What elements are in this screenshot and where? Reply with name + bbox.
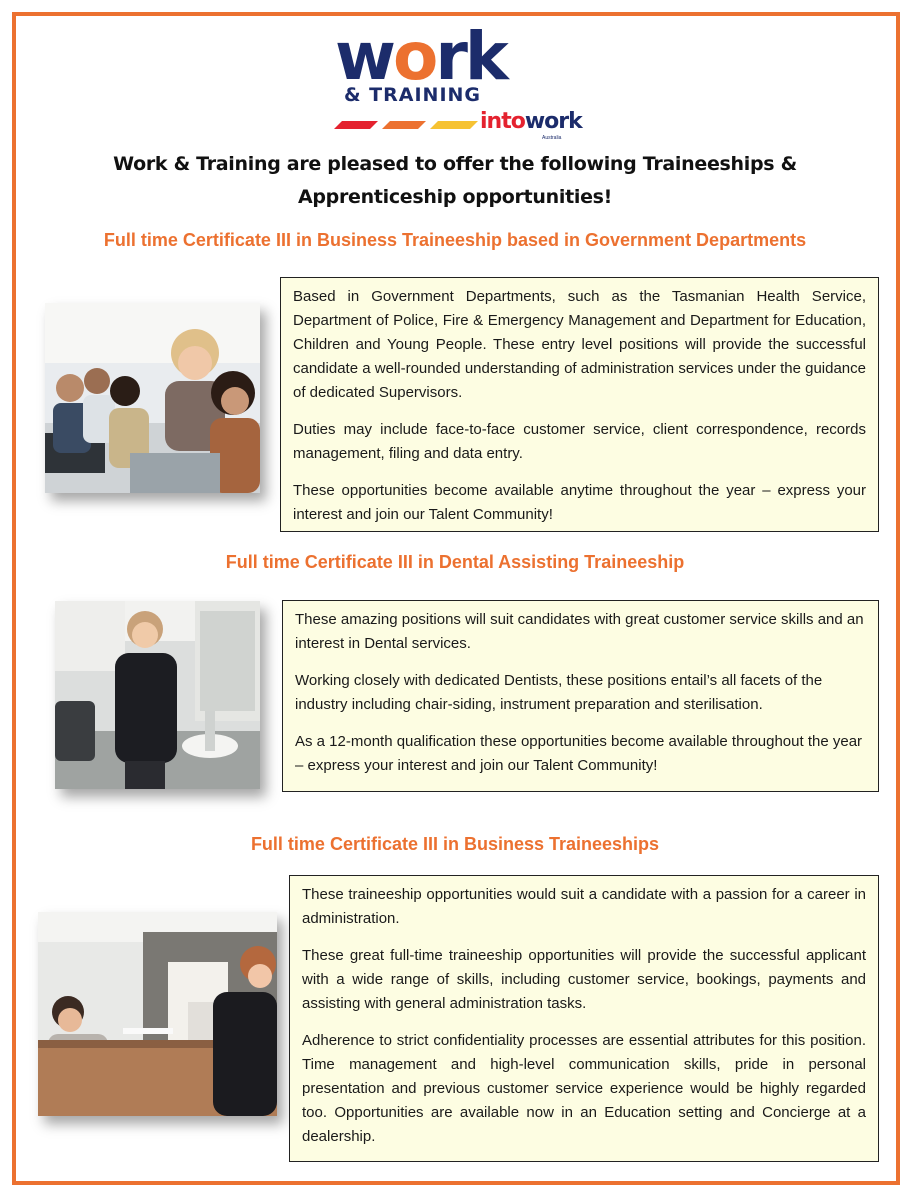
office-training-photo [45, 303, 260, 493]
dental-assistant-photo [55, 601, 260, 789]
headline-line-2: Apprenticeship opportunities! [297, 186, 613, 208]
section-2-paragraph-2: Working closely with dedicated Dentists, these positions entail’s all facets of the industry including chair-siding, instrument preparation and sterilisation. [295, 672, 823, 713]
section-1-title: Full time Certificate III in Business Traineeship based in Government Departments [103, 230, 807, 250]
work-and-training-logo [330, 18, 590, 144]
logo-stripes-graphic [332, 120, 482, 130]
section-2-text-box [282, 600, 879, 792]
section-1-paragraph-2: Duties may include face-to-face customer service, client correspondence, records management, filing and data entry. [293, 421, 866, 462]
reception-desk-photo [38, 912, 277, 1116]
section-1-text-box [280, 277, 879, 532]
section-3-paragraph-1: These traineeship opportunities would suit a candidate with a passion for a career in administration. [302, 886, 866, 927]
logo-training-text: & TRAINING [344, 84, 482, 106]
section-2-paragraph-3: As a 12-month qualification these opportunities become available throughout the year – express your interest and join our Talent Community! [295, 733, 863, 774]
intowork-logo-text: intowork [480, 109, 582, 134]
intowork-logo-subtext: Australia [542, 135, 562, 141]
section-2-paragraph-1: These amazing positions will suit candidates with great customer service skills and an interest in Dental services. [295, 611, 864, 652]
section-3-paragraph-3: Adherence to strict confidentiality processes are essential attributes for this position. Time management and high-level communication skills, pride in personal presentation and previous customer service experience would be highly regarded too. Opportunities are available now in an Education setting and Concierge at a dealership. [302, 1032, 866, 1145]
headline-line-1: Work & Training are pleased to offer the following Traineeships & [113, 153, 797, 175]
logo-work-wordmark: work [335, 18, 506, 95]
section-2-title: Full time Certificate III in Dental Assisting Traineeship [225, 552, 685, 572]
page-headline [60, 148, 850, 214]
section-3-paragraph-2: These great full-time traineeship opportunities will provide the successful applicant with a wide range of skills, including customer service, bookings, payments and assisting with general administration tasks. [302, 947, 866, 1012]
section-3-text-box [289, 875, 879, 1162]
section-1-paragraph-3: These opportunities become available anytime throughout the year – express your interest and join our Talent Community! [293, 482, 866, 523]
section-3-title: Full time Certificate III in Business Traineeships [250, 834, 660, 854]
section-1-paragraph-1: Based in Government Departments, such as the Tasmanian Health Service, Department of Police, Fire & Emergency Management and Department for Education, Children and Young People. These entry level positions will provide the successful candidate a well-rounded understanding of administration services under the guidance of dedicated Supervisors. [293, 288, 866, 401]
